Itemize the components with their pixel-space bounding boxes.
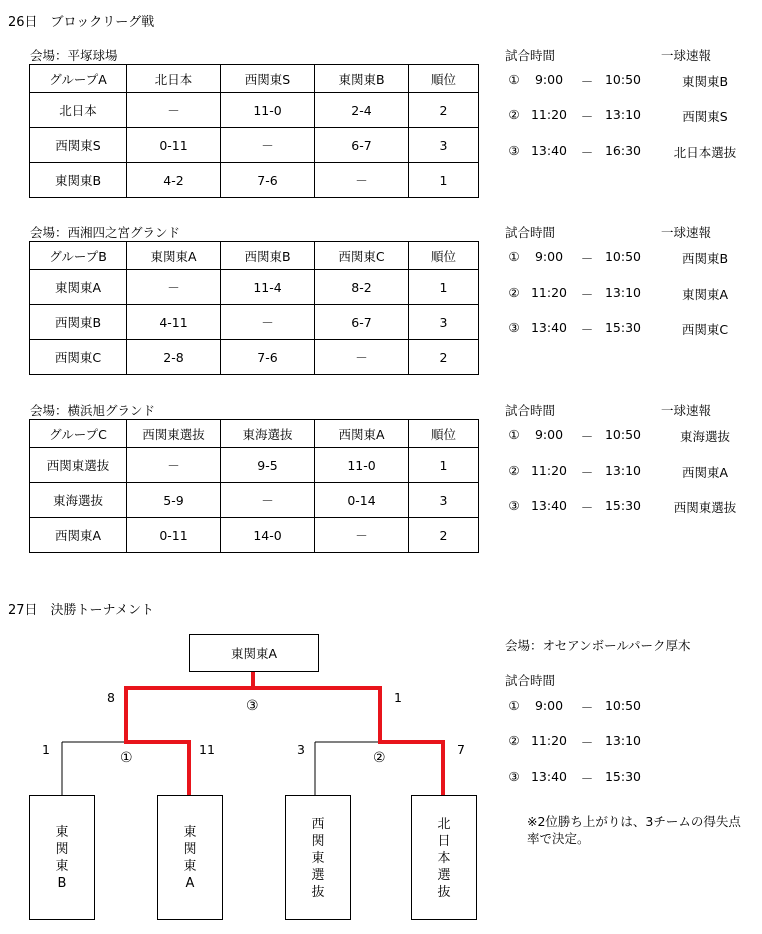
match-number: ③ <box>508 320 520 335</box>
end-time: 15:30 <box>604 320 642 335</box>
score-cell: － <box>221 305 315 340</box>
start-time: 9:00 <box>534 72 564 87</box>
broadcast-team: 東海選抜 <box>679 429 730 444</box>
team-cell: 北日本 <box>30 93 127 128</box>
end-time: 15:30 <box>604 498 642 513</box>
block-a-broadcast-title: 一球速報 <box>661 48 712 63</box>
match-number: ① <box>508 427 520 442</box>
team-name-char: A <box>185 876 195 891</box>
time-dash: － <box>580 251 594 266</box>
block-a-venue: 会場：平塚球場 <box>30 48 118 63</box>
time-dash: － <box>580 735 594 750</box>
end-time: 16:30 <box>604 143 642 158</box>
day27-schedule-title: 試合時間 <box>505 673 556 688</box>
broadcast-team: 東関東A <box>681 287 729 302</box>
champion-name: 東関東A <box>230 646 278 661</box>
broadcast-team: 西関東選抜 <box>673 500 737 515</box>
end-time: 10:50 <box>604 72 642 87</box>
score-cell: 11‐4 <box>221 270 315 305</box>
time-dash: － <box>580 109 594 124</box>
header-cell: グループB <box>30 242 127 270</box>
team-cell: 西関東選抜 <box>30 448 127 483</box>
semi2-match-number: ② <box>373 750 386 766</box>
score-cell: 0‐11 <box>127 518 221 553</box>
team-name-char: 関 <box>55 842 69 857</box>
team-name-char: 東 <box>55 859 69 874</box>
team-name-char: 選 <box>437 868 451 883</box>
team-cell: 西関東B <box>30 305 127 340</box>
team-name <box>412 816 476 901</box>
final-score-right: 1 <box>394 690 402 705</box>
team-name-char: 抜 <box>437 885 451 900</box>
time-dash: － <box>580 429 594 444</box>
start-time: 13:40 <box>530 320 568 335</box>
semi1-score-right: 11 <box>199 742 215 757</box>
header-cell: 順位 <box>409 65 479 93</box>
block-c-schedule-title: 試合時間 <box>505 403 556 418</box>
time-dash: － <box>580 145 594 160</box>
time-dash: － <box>580 500 594 515</box>
block-a-schedule-title: 試合時間 <box>505 48 556 63</box>
score-cell: 2‐8 <box>127 340 221 375</box>
match-number: ② <box>508 107 520 122</box>
start-time: 11:20 <box>530 463 568 478</box>
match-number: ① <box>508 72 520 87</box>
team-name <box>158 824 222 892</box>
start-time: 11:20 <box>530 107 568 122</box>
header-cell: 西関東C <box>315 242 409 270</box>
score-cell: 7‐6 <box>221 163 315 198</box>
rank-cell: 3 <box>409 483 479 518</box>
header-cell: 東関東B <box>315 65 409 93</box>
score-cell: 9‐5 <box>221 448 315 483</box>
block-b-broadcast-title: 一球速報 <box>661 225 712 240</box>
end-time: 10:50 <box>604 427 642 442</box>
score-cell: 11‐0 <box>221 93 315 128</box>
start-time: 13:40 <box>530 143 568 158</box>
start-time: 9:00 <box>534 427 564 442</box>
final-match-number: ③ <box>246 698 259 714</box>
end-time: 10:50 <box>604 698 642 713</box>
score-cell: 5‐9 <box>127 483 221 518</box>
champion-box <box>189 634 319 672</box>
team-cell: 西関東C <box>30 340 127 375</box>
match-number: ② <box>508 285 520 300</box>
match-number: ③ <box>508 769 520 784</box>
header-cell: 西関東A <box>315 420 409 448</box>
team-name-char: 本 <box>437 851 451 866</box>
broadcast-team: 西関東S <box>682 109 728 124</box>
tiebreak-note: ※2位勝ち上がりは、3チームの得失点率で決定。 <box>527 814 741 846</box>
end-time: 15:30 <box>604 769 642 784</box>
match-number: ② <box>508 463 520 478</box>
match-number: ① <box>508 249 520 264</box>
day27-venue: 会場：オセアンボールパーク厚木 <box>505 638 691 653</box>
team-name-char: B <box>57 876 67 891</box>
team-box-1 <box>29 795 95 920</box>
match-number: ③ <box>508 143 520 158</box>
header-cell: 西関東B <box>221 242 315 270</box>
header-cell: 順位 <box>409 420 479 448</box>
team-name-char: 北 <box>437 817 451 832</box>
team-name-char: 東 <box>183 825 197 840</box>
day27-title: 27日 決勝トーナメント <box>8 603 155 618</box>
broadcast-team: 西関東A <box>681 465 729 480</box>
start-time: 11:20 <box>530 733 568 748</box>
team-cell: 東関東B <box>30 163 127 198</box>
semi2-score-left: 3 <box>297 742 305 757</box>
team-name-char: 日 <box>437 834 451 849</box>
rank-cell: 1 <box>409 270 479 305</box>
team-name-char: 関 <box>311 834 325 849</box>
time-dash: － <box>580 771 594 786</box>
score-cell: － <box>127 270 221 305</box>
score-cell: 6‐7 <box>315 128 409 163</box>
block-c-broadcast-title: 一球速報 <box>661 403 712 418</box>
score-cell: － <box>315 340 409 375</box>
team-name <box>286 816 350 901</box>
score-cell: － <box>315 163 409 198</box>
team-name <box>30 824 94 892</box>
block-b-venue: 会場：西湘四之宮グランド <box>30 225 181 240</box>
block-c-venue: 会場：横浜旭グランド <box>30 403 156 418</box>
team-box-2 <box>157 795 223 920</box>
rank-cell: 1 <box>409 448 479 483</box>
score-cell: 11‐0 <box>315 448 409 483</box>
block-b-schedule-title: 試合時間 <box>505 225 556 240</box>
header-cell: 西関東選抜 <box>127 420 221 448</box>
score-cell: 2‐4 <box>315 93 409 128</box>
score-cell: － <box>127 93 221 128</box>
team-name-char: 抜 <box>311 885 325 900</box>
team-cell: 西関東S <box>30 128 127 163</box>
team-box-3 <box>285 795 351 920</box>
start-time: 9:00 <box>534 249 564 264</box>
start-time: 11:20 <box>530 285 568 300</box>
team-name-char: 東 <box>311 851 325 866</box>
header-cell: 順位 <box>409 242 479 270</box>
day26-title: 26日 ブロックリーグ戦 <box>8 15 155 30</box>
team-cell: 東関東A <box>30 270 127 305</box>
score-cell: 14‐0 <box>221 518 315 553</box>
team-cell: 東海選抜 <box>30 483 127 518</box>
match-number: ③ <box>508 498 520 513</box>
rank-cell: 2 <box>409 93 479 128</box>
broadcast-team: 西関東B <box>681 251 729 266</box>
broadcast-team: 北日本選抜 <box>673 145 737 160</box>
rank-cell: 3 <box>409 128 479 163</box>
end-time: 13:10 <box>604 733 642 748</box>
start-time: 9:00 <box>534 698 564 713</box>
match-number: ② <box>508 733 520 748</box>
semi2-score-right: 7 <box>457 742 465 757</box>
score-cell: 0‐11 <box>127 128 221 163</box>
team-box-4 <box>411 795 477 920</box>
header-cell: グループA <box>30 65 127 93</box>
score-cell: 7‐6 <box>221 340 315 375</box>
team-name-char: 関 <box>183 842 197 857</box>
semi1-score-left: 1 <box>42 742 50 757</box>
winner-line-left <box>126 672 253 795</box>
rank-cell: 3 <box>409 305 479 340</box>
rank-cell: 2 <box>409 340 479 375</box>
team-name-char: 東 <box>183 859 197 874</box>
end-time: 13:10 <box>604 107 642 122</box>
score-cell: 6‐7 <box>315 305 409 340</box>
team-name-char: 選 <box>311 868 325 883</box>
end-time: 10:50 <box>604 249 642 264</box>
score-cell: － <box>221 483 315 518</box>
header-cell: グループC <box>30 420 127 448</box>
time-dash: － <box>580 322 594 337</box>
time-dash: － <box>580 465 594 480</box>
score-cell: 4‐11 <box>127 305 221 340</box>
score-cell: 8‐2 <box>315 270 409 305</box>
rank-cell: 2 <box>409 518 479 553</box>
team-name-char: 東 <box>55 825 69 840</box>
header-cell: 西関東S <box>221 65 315 93</box>
team-name-char: 西 <box>311 817 325 832</box>
end-time: 13:10 <box>604 285 642 300</box>
start-time: 13:40 <box>530 769 568 784</box>
time-dash: － <box>580 74 594 89</box>
final-score-left: 8 <box>107 690 115 705</box>
score-cell: － <box>127 448 221 483</box>
match-number: ① <box>508 698 520 713</box>
time-dash: － <box>580 700 594 715</box>
header-cell: 北日本 <box>127 65 221 93</box>
score-cell: 0‐14 <box>315 483 409 518</box>
broadcast-team: 西関東C <box>681 322 729 337</box>
bracket-lines <box>62 742 380 795</box>
header-cell: 東海選抜 <box>221 420 315 448</box>
broadcast-team: 東関東B <box>681 74 729 89</box>
header-cell: 東関東A <box>127 242 221 270</box>
team-cell: 西関東A <box>30 518 127 553</box>
score-cell: 4‐2 <box>127 163 221 198</box>
score-cell: － <box>315 518 409 553</box>
rank-cell: 1 <box>409 163 479 198</box>
start-time: 13:40 <box>530 498 568 513</box>
semi1-match-number: ① <box>120 750 133 766</box>
end-time: 13:10 <box>604 463 642 478</box>
time-dash: － <box>580 287 594 302</box>
score-cell: － <box>221 128 315 163</box>
